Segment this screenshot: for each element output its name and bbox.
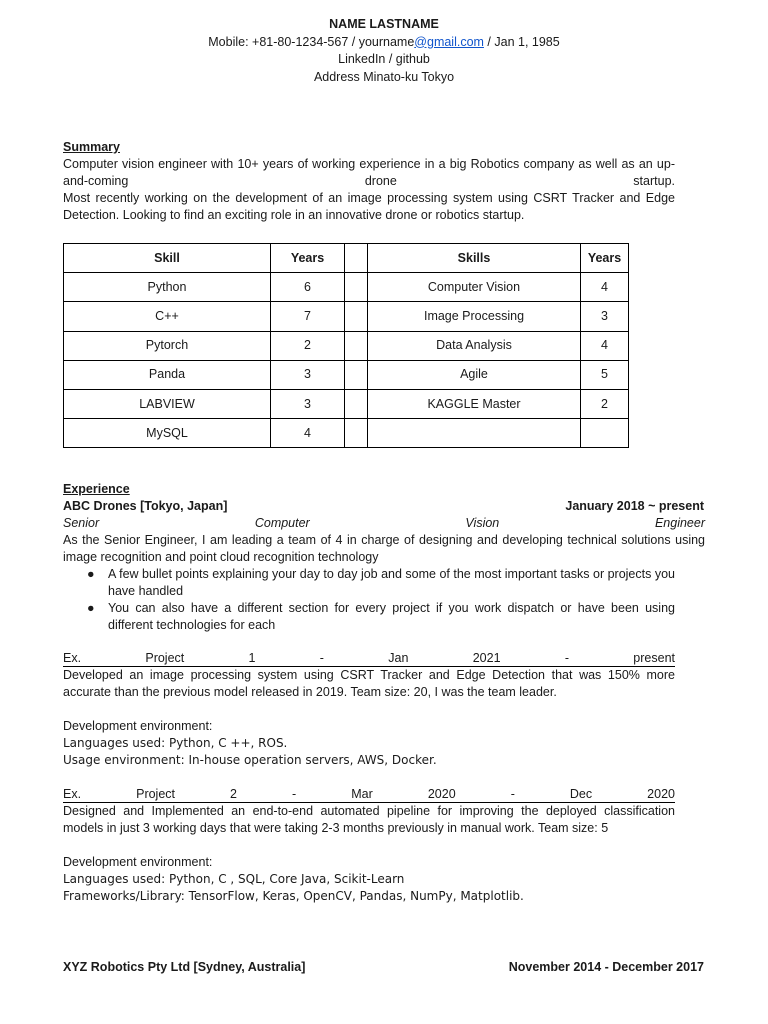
table-cell: 2 — [581, 389, 629, 418]
company-2 — [63, 959, 704, 976]
project-2-description: Designed and Implemented an end-to-end automated pipeline for improving the deployed classification models in just 3 working days that were taking 2-3 months previously in manual work. Team size: 5 — [63, 804, 675, 835]
bullet-icon: ● — [87, 567, 95, 581]
skills-header-row — [64, 244, 629, 273]
table-cell: LABVIEW — [64, 389, 271, 418]
table-row — [64, 389, 629, 418]
company-1-dates: January 2018 ~ present — [565, 499, 704, 513]
table-row — [64, 273, 629, 302]
bullet-text: You can also have a different section for every project if you work dispatch or have been using different technologies for each — [108, 601, 675, 632]
contact-mobile: Mobile: +81-80-1234-567 / yourname — [208, 34, 415, 49]
header-skills: Skills — [368, 244, 581, 273]
skills-table — [63, 243, 629, 448]
project-1-env-line-2: Usage environment: In-house operation servers, AWS, Docker. — [63, 753, 437, 767]
table-row — [64, 419, 629, 448]
header-years-2: Years — [581, 244, 629, 273]
project-1-heading: Ex. Project 1 - Jan 2021 - present — [63, 651, 675, 665]
project-1-env-line-1: Languages used: Python, C ++, ROS. — [63, 736, 288, 750]
table-cell: 3 — [581, 302, 629, 331]
summary-title: Summary — [63, 140, 120, 154]
table-cell: Agile — [368, 360, 581, 389]
table-cell: Computer Vision — [368, 273, 581, 302]
company-1-description: As the Senior Engineer, I am leading a team of 4 in charge of designing and developing technical solutions using image recognition and point cloud recognition technology — [63, 533, 705, 564]
table-cell: 2 — [271, 331, 345, 360]
experience-title: Experience — [63, 482, 130, 496]
table-cell — [345, 273, 368, 302]
table-cell: Image Processing — [368, 302, 581, 331]
list-item — [85, 566, 675, 600]
summary-line-3: Most recently working on the development of an image processing system using CSRT Tracker and Edge Detection. Looking to find an exciting role in an innovative drone or robotics startup. — [63, 191, 675, 222]
table-cell: 4 — [581, 273, 629, 302]
summary-section — [63, 139, 675, 224]
table-cell: MySQL — [64, 419, 271, 448]
company-1-name: ABC Drones [Tokyo, Japan] — [63, 499, 228, 513]
project-1-env-title: Development environment: — [63, 719, 213, 733]
company-1-role: Senior Computer Vision Engineer — [63, 516, 705, 530]
table-cell: Python — [64, 273, 271, 302]
table-cell: 4 — [581, 331, 629, 360]
table-row — [64, 302, 629, 331]
table-cell: 3 — [271, 389, 345, 418]
company-2-name: XYZ Robotics Pty Ltd [Sydney, Australia] — [63, 960, 306, 974]
project-2-env-title: Development environment: — [63, 855, 213, 869]
resume-header — [0, 16, 768, 86]
project-1-description: Developed an image processing system using CSRT Tracker and Edge Detection that was 150% more accurate than the previous model released in 2019. Team size: 20, I was the team leader. — [63, 668, 675, 699]
table-cell — [345, 419, 368, 448]
table-row — [64, 331, 629, 360]
table-cell — [345, 302, 368, 331]
bullet-text: A few bullet points explaining your day to day job and some of the most important tasks or projects you have handled — [108, 567, 675, 598]
summary-line-2: and-coming drone startup. — [63, 174, 675, 188]
table-cell: KAGGLE Master — [368, 389, 581, 418]
list-item — [85, 600, 675, 634]
table-cell — [345, 331, 368, 360]
profile-links: LinkedIn / github — [338, 52, 430, 66]
table-cell: Pytorch — [64, 331, 271, 360]
candidate-name: NAME LASTNAME — [329, 17, 439, 31]
header-skill: Skill — [64, 244, 271, 273]
table-cell: C++ — [64, 302, 271, 331]
company-2-heading — [63, 959, 704, 976]
project-2-env-line-2: Frameworks/Library: TensorFlow, Keras, OpenCV, Pandas, NumPy, Matplotlib. — [63, 889, 524, 903]
experience-section — [63, 481, 705, 634]
project-1 — [63, 651, 675, 769]
bullet-icon: ● — [87, 601, 95, 615]
project-2-heading: Ex. Project 2 - Mar 2020 - Dec 2020 — [63, 787, 675, 801]
table-cell — [345, 389, 368, 418]
table-cell: 5 — [581, 360, 629, 389]
table-cell — [581, 419, 629, 448]
table-row — [64, 360, 629, 389]
table-cell: 3 — [271, 360, 345, 389]
contact-birthdate: / Jan 1, 1985 — [483, 34, 560, 49]
company-1-bullets — [85, 566, 675, 634]
table-cell: Panda — [64, 360, 271, 389]
summary-line-1: Computer vision engineer with 10+ years of working experience in a big Robotics company as well as an up- — [63, 157, 675, 171]
table-cell: 4 — [271, 419, 345, 448]
email-link[interactable]: @gmail.com — [414, 34, 484, 49]
project-2-env-line-1: Languages used: Python, C , SQL, Core Java, Scikit-Learn — [63, 872, 405, 886]
table-cell: Data Analysis — [368, 331, 581, 360]
contact-line — [0, 34, 768, 52]
header-spacer — [345, 244, 368, 273]
header-years: Years — [271, 244, 345, 273]
company-1-heading — [63, 498, 704, 515]
project-2 — [63, 787, 675, 905]
table-cell — [345, 360, 368, 389]
table-cell: 6 — [271, 273, 345, 302]
company-2-dates: November 2014 - December 2017 — [508, 960, 704, 974]
address: Address Minato-ku Tokyo — [313, 69, 455, 84]
table-cell: 7 — [271, 302, 345, 331]
table-cell — [368, 419, 581, 448]
